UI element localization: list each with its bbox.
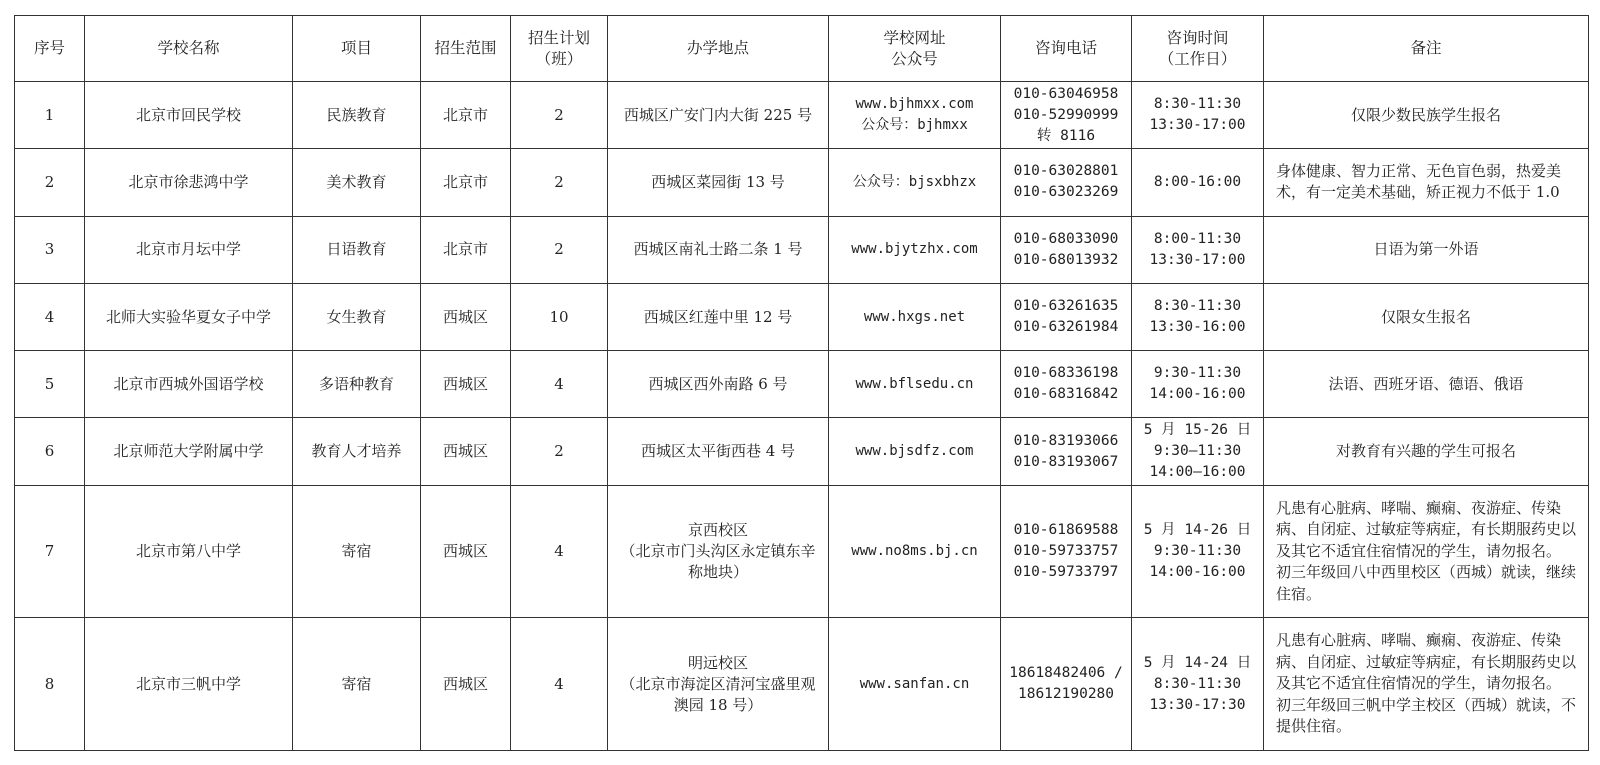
cell-plan: 4 xyxy=(511,485,608,618)
cell-location: 西城区西外南路 6 号 xyxy=(608,351,829,418)
cell-time: 9:30-11:30 14:00-16:00 xyxy=(1132,351,1264,418)
cell-scope: 西城区 xyxy=(421,418,511,485)
cell-location: 西城区菜园街 13 号 xyxy=(608,149,829,216)
cell-index: 3 xyxy=(15,216,85,283)
cell-website: www.bflsedu.cn xyxy=(829,351,1001,418)
cell-location: 西城区太平街西巷 4 号 xyxy=(608,418,829,485)
table-row xyxy=(15,283,1589,350)
cell-phone: 010-68033090 010-68013932 xyxy=(1001,216,1132,283)
cell-website: www.bjhmxx.com 公众号：bjhmxx xyxy=(829,82,1001,149)
header-phone: 咨询电话 xyxy=(1001,16,1132,82)
table-row xyxy=(15,216,1589,283)
cell-scope: 北京市 xyxy=(421,82,511,149)
cell-notes: 凡患有心脏病、哮喘、癫痫、夜游症、传染病、自闭症、过敏症等病症，有长期服药史以及其它不适宜住宿情况的学生，请勿报名。 初三年级回三帆中学主校区（西城）就读，不提供住宿。 xyxy=(1264,618,1589,751)
cell-index: 8 xyxy=(15,618,85,751)
cell-time: 5 月 15-26 日 9:30—11:30 14:00—16:00 xyxy=(1132,418,1264,485)
cell-plan: 2 xyxy=(511,216,608,283)
cell-time: 5 月 14-26 日 9:30-11:30 14:00-16:00 xyxy=(1132,485,1264,618)
cell-index: 7 xyxy=(15,485,85,618)
cell-time: 8:30-11:30 13:30-17:00 xyxy=(1132,82,1264,149)
table-row xyxy=(15,149,1589,216)
header-location: 办学地点 xyxy=(608,16,829,82)
cell-scope: 北京市 xyxy=(421,149,511,216)
cell-phone: 010-63028801 010-63023269 xyxy=(1001,149,1132,216)
cell-location: 明远校区 （北京市海淀区清河宝盛里观澳园 18 号） xyxy=(608,618,829,751)
cell-project: 民族教育 xyxy=(293,82,421,149)
cell-location: 西城区红莲中里 12 号 xyxy=(608,283,829,350)
cell-phone: 010-83193066 010-83193067 xyxy=(1001,418,1132,485)
cell-scope: 北京市 xyxy=(421,216,511,283)
cell-notes: 仅限女生报名 xyxy=(1264,283,1589,350)
cell-website: 公众号：bjsxbhzx xyxy=(829,149,1001,216)
header-website: 学校网址 公众号 xyxy=(829,16,1001,82)
cell-website: www.sanfan.cn xyxy=(829,618,1001,751)
table-row xyxy=(15,418,1589,485)
cell-school: 北京师范大学附属中学 xyxy=(85,418,293,485)
cell-notes: 法语、西班牙语、德语、俄语 xyxy=(1264,351,1589,418)
cell-website: www.bjsdfz.com xyxy=(829,418,1001,485)
cell-scope: 西城区 xyxy=(421,283,511,350)
cell-scope: 西城区 xyxy=(421,351,511,418)
cell-time: 8:00-11:30 13:30-17:00 xyxy=(1132,216,1264,283)
cell-school: 北京市第八中学 xyxy=(85,485,293,618)
cell-project: 寄宿 xyxy=(293,485,421,618)
header-school: 学校名称 xyxy=(85,16,293,82)
cell-school: 北京市三帆中学 xyxy=(85,618,293,751)
cell-project: 教育人才培养 xyxy=(293,418,421,485)
table-row xyxy=(15,351,1589,418)
cell-plan: 2 xyxy=(511,82,608,149)
cell-phone: 010-68336198 010-68316842 xyxy=(1001,351,1132,418)
cell-location: 京西校区 （北京市门头沟区永定镇东辛称地块） xyxy=(608,485,829,618)
cell-project: 日语教育 xyxy=(293,216,421,283)
header-project: 项目 xyxy=(293,16,421,82)
table-row xyxy=(15,618,1589,751)
cell-notes: 身体健康、智力正常、无色盲色弱，热爱美术，有一定美术基础，矫正视力不低于 1.0 xyxy=(1264,149,1589,216)
cell-project: 寄宿 xyxy=(293,618,421,751)
cell-school: 北京市回民学校 xyxy=(85,82,293,149)
cell-time: 8:30-11:30 13:30-16:00 xyxy=(1132,283,1264,350)
header-index: 序号 xyxy=(15,16,85,82)
cell-plan: 4 xyxy=(511,618,608,751)
cell-index: 1 xyxy=(15,82,85,149)
cell-time: 8:00-16:00 xyxy=(1132,149,1264,216)
cell-time: 5 月 14-24 日 8:30-11:30 13:30-17:30 xyxy=(1132,618,1264,751)
cell-school: 北京市徐悲鸿中学 xyxy=(85,149,293,216)
header-plan: 招生计划 （班） xyxy=(511,16,608,82)
cell-location: 西城区南礼士路二条 1 号 xyxy=(608,216,829,283)
cell-phone: 010-61869588 010-59733757 010-59733797 xyxy=(1001,485,1132,618)
cell-index: 5 xyxy=(15,351,85,418)
enrollment-table xyxy=(14,15,1589,751)
cell-project: 女生教育 xyxy=(293,283,421,350)
cell-phone: 010-63261635 010-63261984 xyxy=(1001,283,1132,350)
cell-location: 西城区广安门内大街 225 号 xyxy=(608,82,829,149)
cell-phone: 18618482406 / 18612190280 xyxy=(1001,618,1132,751)
cell-scope: 西城区 xyxy=(421,485,511,618)
cell-website: www.bjytzhx.com xyxy=(829,216,1001,283)
cell-project: 多语种教育 xyxy=(293,351,421,418)
header-time: 咨询时间 （工作日） xyxy=(1132,16,1264,82)
header-scope: 招生范围 xyxy=(421,16,511,82)
cell-index: 2 xyxy=(15,149,85,216)
cell-website: www.hxgs.net xyxy=(829,283,1001,350)
cell-school: 北京市西城外国语学校 xyxy=(85,351,293,418)
cell-notes: 日语为第一外语 xyxy=(1264,216,1589,283)
cell-index: 6 xyxy=(15,418,85,485)
cell-scope: 西城区 xyxy=(421,618,511,751)
cell-school: 北师大实验华夏女子中学 xyxy=(85,283,293,350)
table-row xyxy=(15,485,1589,618)
cell-notes: 对教育有兴趣的学生可报名 xyxy=(1264,418,1589,485)
cell-plan: 10 xyxy=(511,283,608,350)
table-row xyxy=(15,82,1589,149)
cell-phone: 010-63046958 010-52990999 转 8116 xyxy=(1001,82,1132,149)
cell-plan: 2 xyxy=(511,149,608,216)
cell-project: 美术教育 xyxy=(293,149,421,216)
header-row xyxy=(15,16,1589,82)
cell-plan: 2 xyxy=(511,418,608,485)
cell-index: 4 xyxy=(15,283,85,350)
header-notes: 备注 xyxy=(1264,16,1589,82)
cell-website: www.no8ms.bj.cn xyxy=(829,485,1001,618)
cell-school: 北京市月坛中学 xyxy=(85,216,293,283)
cell-notes: 凡患有心脏病、哮喘、癫痫、夜游症、传染病、自闭症、过敏症等病症，有长期服药史以及其它不适宜住宿情况的学生，请勿报名。 初三年级回八中西里校区（西城）就读，继续住宿。 xyxy=(1264,485,1589,618)
cell-notes: 仅限少数民族学生报名 xyxy=(1264,82,1589,149)
cell-plan: 4 xyxy=(511,351,608,418)
